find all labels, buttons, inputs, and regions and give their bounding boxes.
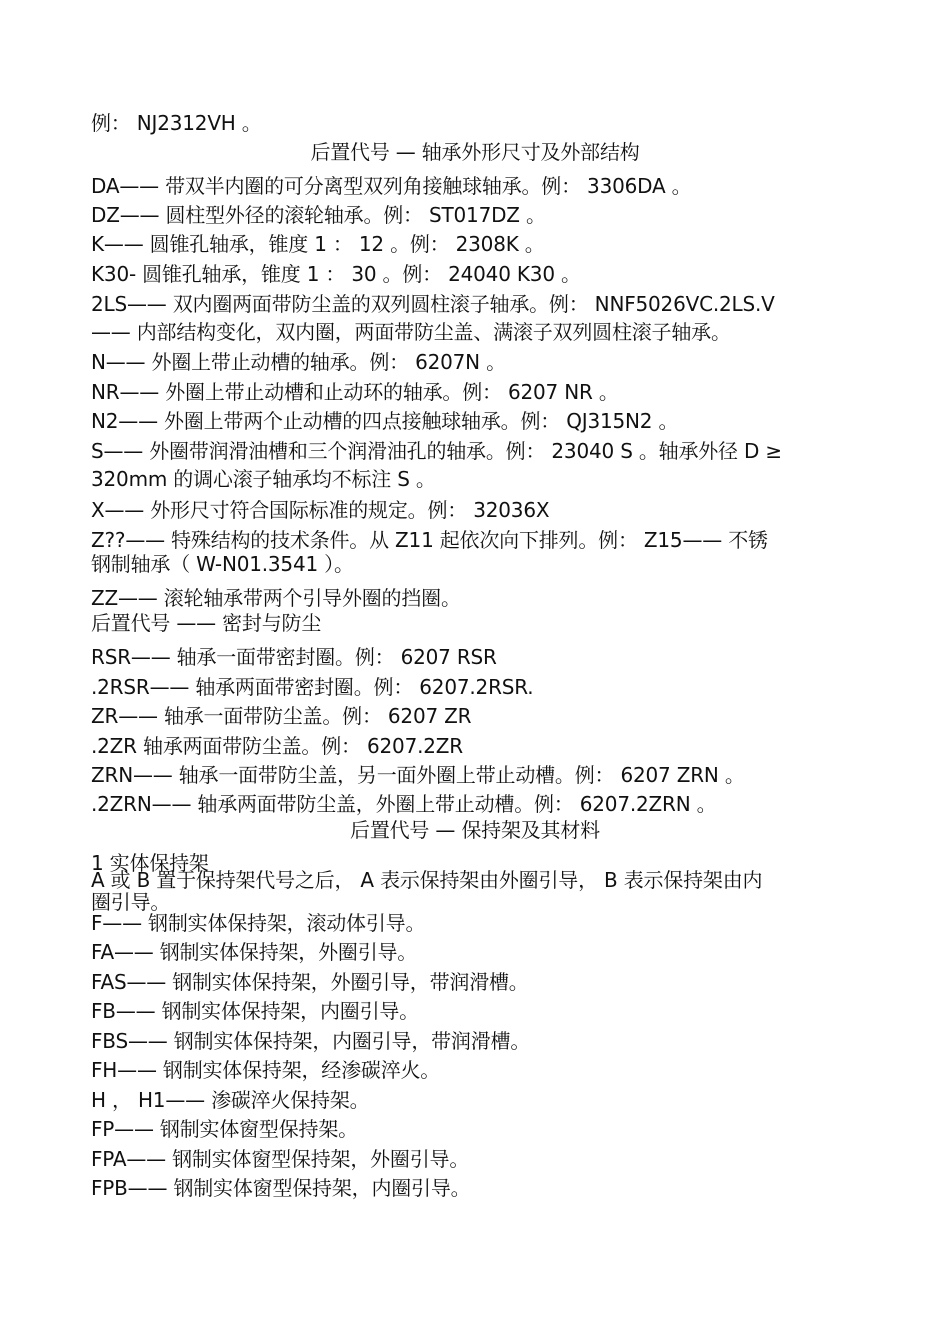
text-line: .2RSR—— 轴承两面带密封圈。例： 6207.2RSR. <box>91 675 534 699</box>
text-line: .2ZRN—— 轴承两面带防尘盖，外圈上带止动槽。例： 6207.2ZRN 。 <box>91 792 717 816</box>
text-line: FH—— 钢制实体保持架，经渗碳淬火。 <box>91 1058 441 1082</box>
text-line: FB—— 钢制实体保持架，内圈引导。 <box>91 999 419 1023</box>
text-line: N2—— 外圈上带两个止动槽的四点接触球轴承。例： QJ315N2 。 <box>91 409 679 433</box>
text-line: K—— 圆锥孔轴承，锥度 1 ： 12 。例： 2308K 。 <box>91 232 545 256</box>
text-line: 2LS—— 双内圈两面带防尘盖的双列圆柱滚子轴承。例： NNF5026VC.2LS.V <box>91 292 775 316</box>
text-line: FA—— 钢制实体保持架，外圈引导。 <box>91 940 418 964</box>
text-line: Z??—— 特殊结构的技术条件。从 Z11 起依次向下排列。例： Z15—— 不锈 <box>91 528 768 552</box>
section-heading: 后置代号 —— 密封与防尘 <box>91 611 322 635</box>
text-line: 钢制轴承（ W-N01.3541 ）。 <box>91 552 354 576</box>
text-line: ZZ—— 滚轮轴承带两个引导外圈的挡圈。 <box>91 586 461 610</box>
text-line: FPA—— 钢制实体窗型保持架，外圈引导。 <box>91 1147 470 1171</box>
text-line: ZRN—— 轴承一面带防尘盖，另一面外圈上带止动槽。例： 6207 ZRN 。 <box>91 763 745 787</box>
text-line: DA—— 带双半内圈的可分离型双列角接触球轴承。例： 3306DA 。 <box>91 174 692 198</box>
text-line: A 或 B 置于保持架代号之后， A 表示保持架由外圈引导， B 表示保持架由内 <box>91 868 763 892</box>
subsection-heading: 1 实体保持架 <box>91 851 209 875</box>
text-line: RSR—— 轴承一面带密封圈。例： 6207 RSR <box>91 645 497 669</box>
text-line: FAS—— 钢制实体保持架，外圈引导，带润滑槽。 <box>91 970 529 994</box>
text-line: 圈引导。 <box>91 890 171 914</box>
text-line: 320mm 的调心滚子轴承均不标注 S 。 <box>91 467 436 491</box>
section-heading: 后置代号 — 保持架及其材料 <box>350 818 600 842</box>
text-line: N—— 外圈上带止动槽的轴承。例： 6207N 。 <box>91 350 506 374</box>
text-line: K30- 圆锥孔轴承，锥度 1 ： 30 。例： 24040 K30 。 <box>91 262 581 286</box>
text-line: S—— 外圈带润滑油槽和三个润滑油孔的轴承。例： 23040 S 。轴承外径 D ≥ <box>91 439 782 463</box>
text-line: X—— 外形尺寸符合国际标准的规定。例： 32036X <box>91 498 550 522</box>
text-line: —— 内部结构变化，双内圈，两面带防尘盖、满滚子双列圆柱滚子轴承。 <box>91 320 731 344</box>
text-line: FBS—— 钢制实体保持架，内圈引导，带润滑槽。 <box>91 1029 531 1053</box>
text-line: 例： NJ2312VH 。 <box>91 111 262 135</box>
section-heading: 后置代号 — 轴承外形尺寸及外部结构 <box>310 140 640 164</box>
text-line: FP—— 钢制实体窗型保持架。 <box>91 1117 358 1141</box>
text-line: H ， H1—— 渗碳淬火保持架。 <box>91 1088 370 1112</box>
text-line: ZR—— 轴承一面带防尘盖。例： 6207 ZR <box>91 704 472 728</box>
text-line: NR—— 外圈上带止动槽和止动环的轴承。例： 6207 NR 。 <box>91 380 619 404</box>
text-line: DZ—— 圆柱型外径的滚轮轴承。例： ST017DZ 。 <box>91 203 546 227</box>
text-line: F—— 钢制实体保持架，滚动体引导。 <box>91 911 426 935</box>
text-line: FPB—— 钢制实体窗型保持架，内圈引导。 <box>91 1176 471 1200</box>
text-line: .2ZR 轴承两面带防尘盖。例： 6207.2ZR <box>91 734 463 758</box>
